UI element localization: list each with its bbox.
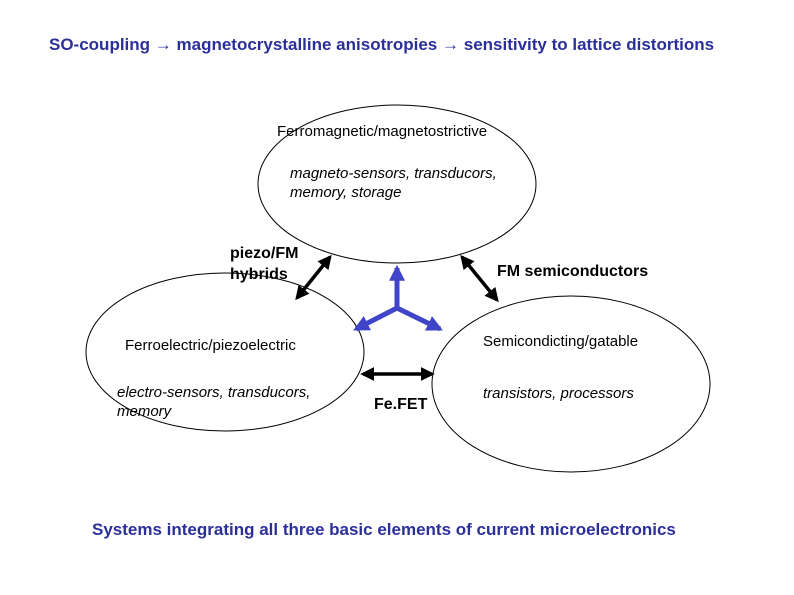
center-arrow-right <box>397 308 440 329</box>
piezo-fm-hybrids-label <box>230 243 298 285</box>
right-arrow-icon: → <box>442 35 459 54</box>
piezo-fm-label-line2: hybrids <box>230 266 288 283</box>
fm-semiconductors-double-arrow <box>462 257 497 300</box>
ferroelectric-applications-line1: electro-sensors, transducors, <box>117 384 311 401</box>
semiconductor-title: Semicondicting/gatable <box>483 333 639 350</box>
fefet-label: Fe.FET <box>374 396 428 413</box>
header-part-so-coupling: SO-coupling <box>49 35 151 54</box>
header-part-lattice: sensitivity to lattice distortions <box>463 35 715 54</box>
center-arrow-left <box>356 308 397 329</box>
ferromagnetic-applications-line2: memory, storage <box>290 184 402 201</box>
fm-semiconductors-label: FM semiconductors <box>497 263 649 280</box>
header-part-anisotropies: magnetocrystalline anisotropies <box>176 35 438 54</box>
ferromagnetic-applications-line1: magneto-sensors, transducors, <box>290 165 497 182</box>
center-tri-arrow <box>356 268 440 329</box>
ferroelectric-title: Ferroelectric/piezoelectric <box>125 337 296 354</box>
ferroelectric-applications <box>117 383 310 421</box>
piezo-fm-label-line1: piezo/FM <box>230 245 299 262</box>
right-arrow-icon: → <box>154 35 172 54</box>
ferromagnetic-title: Ferromagnetic/magnetostrictive <box>277 123 488 140</box>
piezo-fm-double-arrow <box>297 257 330 298</box>
footer-caption: Systems integrating all three basic elements of current microelectronics <box>92 520 676 539</box>
ferroelectric-applications-line2: memory <box>117 403 172 420</box>
semiconductor-applications: transistors, processors <box>483 385 634 402</box>
ferromagnetic-applications <box>290 164 497 202</box>
